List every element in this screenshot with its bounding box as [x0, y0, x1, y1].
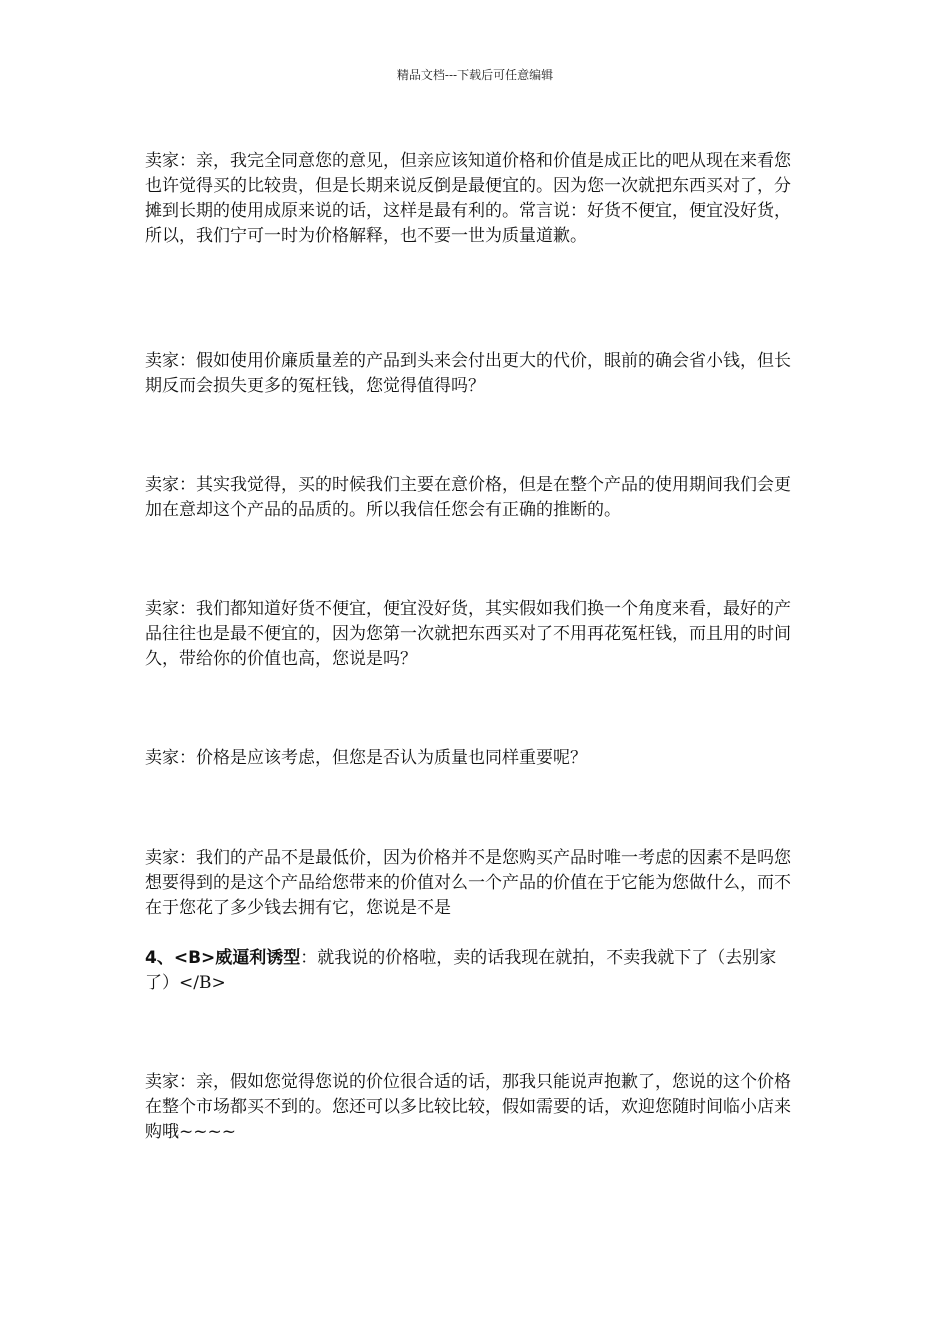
page-header: 精品文档---下载后可任意编辑: [396, 68, 554, 82]
paragraph-4: 卖家：我们都知道好货不便宜，便宜没好货，其实假如我们换一个角度来看，最好的产品往往也是最不便宜的，因为您第一次就把东西买对了不用再花冤枉钱，而且用的时间久，带给你的价值也高，您说是吗？: [145, 599, 791, 669]
paragraph-1: 卖家：亲，我完全同意您的意见，但亲应该知道价格和价值是成正比的吧从现在来看您也许觉得买的比较贵，但是长期来说反倒是最便宜的。因为您一次就把东西买对了，分摊到长期的使用成原来说的话，这样是最有利的。常言说：好货不便宜，便宜没好货，所以，我们宁可一时为价格解释，也不要一世为质量道歉。: [145, 151, 791, 246]
section-4-paragraph: [145, 946, 800, 996]
paragraph-3: 卖家：其实我觉得，买的时候我们主要在意价格，但是在整个产品的使用期间我们会更加在意却这个产品的品质的。所以我信任您会有正确的推断的。: [145, 475, 791, 520]
paragraph-5: 卖家：价格是应该考虑，但您是否认为质量也同样重要呢？: [145, 748, 587, 768]
section-4-heading: 4、<B>威逼利诱型: [145, 948, 301, 968]
final-paragraph: 卖家：亲，假如您觉得您说的价位很合适的话，那我只能说声抱歉了，您说的这个价格在整个市场都买不到的。您还可以多比较比较，假如需要的话，欢迎您随时间临小店来购哦~~~~: [145, 1072, 791, 1142]
section-4-body: ：就我说的价格啦，卖的话我现在就拍，不卖我就下了（去别家了）</B>: [145, 948, 777, 993]
paragraph-2: 卖家：假如使用价廉质量差的产品到头来会付出更大的代价，眼前的确会省小钱，但长期反而会损失更多的冤枉钱，您觉得值得吗？: [145, 351, 791, 396]
paragraph-6: 卖家：我们的产品不是最低价，因为价格并不是您购买产品时唯一考虑的因素不是吗您想要得到的是这个产品给您带来的价值对么一个产品的价值在于它能为您做什么，而不在于您花了多少钱去拥有它，您说是不是: [145, 848, 791, 918]
